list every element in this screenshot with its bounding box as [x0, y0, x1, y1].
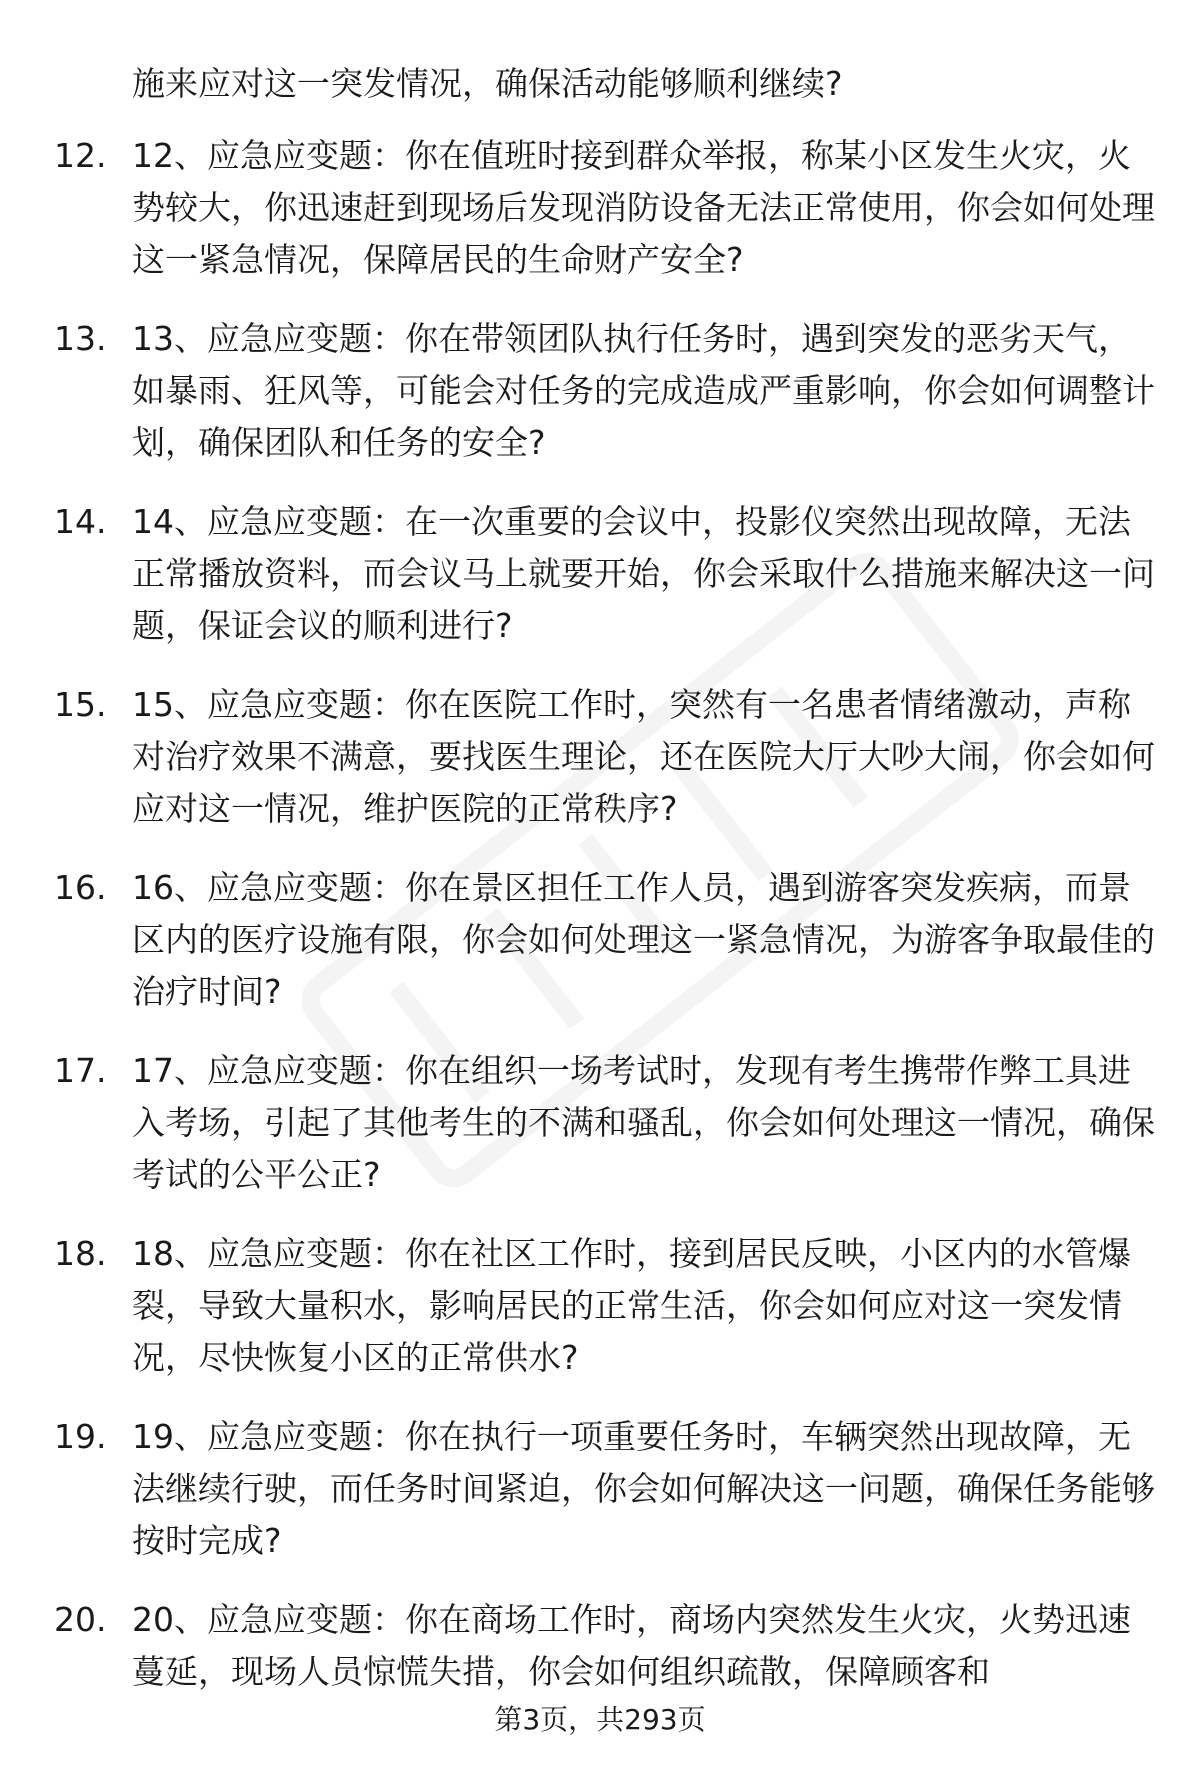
question-number: 17.: [54, 1051, 107, 1090]
question-text: 17、应急应变题：你在组织一场考试时，发现有考生携带作弊工具进入考场，引起了其他考生的不满和骚乱，你会如何处理这一情况，确保考试的公平公正?: [132, 1051, 1155, 1194]
question-number: 14.: [54, 502, 107, 541]
question-number: 15.: [54, 685, 107, 724]
question-number: 12.: [54, 136, 107, 175]
question-item: [0, 1411, 1200, 1594]
question-number: 18.: [54, 1234, 107, 1273]
question-item: [0, 1594, 1200, 1777]
question-text: 13、应急应变题：你在带领团队执行任务时，遇到突发的恶劣天气，如暴雨、狂风等，可能会对任务的完成造成严重影响，你会如何调整计划，确保团队和任务的安全?: [132, 319, 1155, 462]
question-text: 20、应急应变题：你在商场工作时，商场内突然发生火灾，火势迅速蔓延，现场人员惊慌失措，你会如何组织疏散，保障顾客和: [132, 1600, 1131, 1691]
question-item: [0, 130, 1200, 313]
question-number: 13.: [54, 319, 107, 358]
question-text: 19、应急应变题：你在执行一项重要任务时，车辆突然出现故障，无法继续行驶，而任务时间紧迫，你会如何解决这一问题，确保任务能够按时完成?: [132, 1417, 1155, 1560]
question-number: 16.: [54, 868, 107, 907]
question-list: [0, 130, 1200, 1777]
question-item: [0, 1228, 1200, 1411]
question-item: [0, 496, 1200, 679]
question-text: 18、应急应变题：你在社区工作时，接到居民反映，小区内的水管爆裂，导致大量积水，影响居民的正常生活，你会如何应对这一突发情况，尽快恢复小区的正常供水?: [132, 1234, 1131, 1377]
question-item: [0, 1045, 1200, 1228]
question-text: 16、应急应变题：你在景区担任工作人员，遇到游客突发疾病，而景区内的医疗设施有限，你会如何处理这一紧急情况，为游客争取最佳的治疗时间?: [132, 868, 1155, 1011]
question-item: [0, 862, 1200, 1045]
question-text: 12、应急应变题：你在值班时接到群众举报，称某小区发生火灾，火势较大，你迅速赶到现场后发现消防设备无法正常使用，你会如何处理这一紧急情况，保障居民的生命财产安全?: [132, 136, 1155, 279]
question-number: 19.: [54, 1417, 107, 1456]
page-footer: 第3页，共293页: [494, 1703, 706, 1736]
continued-text: 施来应对这一突发情况，确保活动能够顺利继续?: [132, 64, 843, 103]
question-text: 15、应急应变题：你在医院工作时，突然有一名患者情绪激动，声称对治疗效果不满意，要找医生理论，还在医院大厅大吵大闹，你会如何应对这一情况，维护医院的正常秩序?: [132, 685, 1155, 828]
question-text: 14、应急应变题：在一次重要的会议中，投影仪突然出现故障，无法正常播放资料，而会议马上就要开始，你会采取什么措施来解决这一问题，保证会议的顺利进行?: [132, 502, 1155, 645]
question-item: [0, 313, 1200, 496]
question-item: [0, 679, 1200, 862]
question-number: 20.: [54, 1600, 107, 1639]
